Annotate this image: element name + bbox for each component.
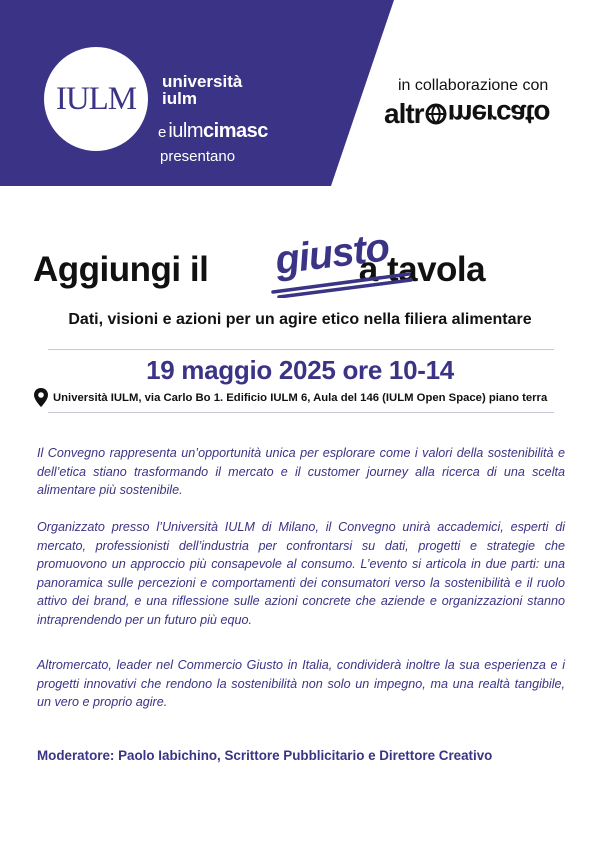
moderator-line: Moderatore: Paolo Iabichino, Scrittore Pubblicitario e Direttore Creativo: [37, 748, 493, 763]
globe-icon: [425, 103, 447, 125]
title-highlight: giusto: [272, 225, 392, 283]
event-venue: Università IULM, via Carlo Bo 1. Edificio IULM 6, Aula del 146 (IULM Open Space) piano terra: [34, 388, 547, 407]
co-organizer: e iulmcimasc: [158, 120, 268, 142]
highlight-underline: [269, 268, 419, 298]
divider-top: [48, 349, 554, 350]
iulm-logo-text: IULM: [55, 80, 137, 117]
iulm-logo: [44, 47, 148, 151]
presentano-label: presentano: [160, 148, 236, 165]
description-paragraph-2: Organizzato presso l’Università IULM di Milano, il Convegno unirà accademici, esperti di mercato, professionisti dell’industria per confrontarsi su dati, progetti e strategie che promuovono un approccio più consapevole al consumo. L’evento si articola in due parti: una panoramica sulle percezioni e comportamenti dei consumatori verso la sostenibilità e il ruolo attivo dei brand, e una riflessione sulle azioni concrete che aziende e organizzazioni stanno intraprendendo per un futuro più equo.: [37, 520, 565, 627]
divider-bottom: [48, 412, 554, 413]
event-date: 19 maggio 2025 ore 10-14: [146, 355, 454, 385]
altromercato-logo: altr mercato: [384, 98, 550, 130]
event-title: Aggiungi il a tavola giusto: [33, 236, 593, 296]
description-paragraph-3: Altromercato, leader nel Commercio Giusto in Italia, condividerà inoltre la sua esperienza e i progetti innovativi che rendono la sostenibilità non solo un impegno, ma una realtà tangibile, un vero e proprio agire.: [37, 658, 565, 709]
collaboration-label: in collaborazione con: [398, 77, 549, 94]
description-paragraph-1: Il Convegno rappresenta un’opportunità unica per esplorare come i valori della sostenibilità e dell’etica stiano trasformando il mercato e il customer journey alla ricerca di una scelta alimentare più sostenibile.: [37, 446, 565, 497]
location-pin-icon: [34, 388, 48, 407]
university-name: università iulm: [162, 72, 243, 108]
event-subtitle: Dati, visioni e azioni per un agire etico nella filiera alimentare: [68, 311, 532, 328]
